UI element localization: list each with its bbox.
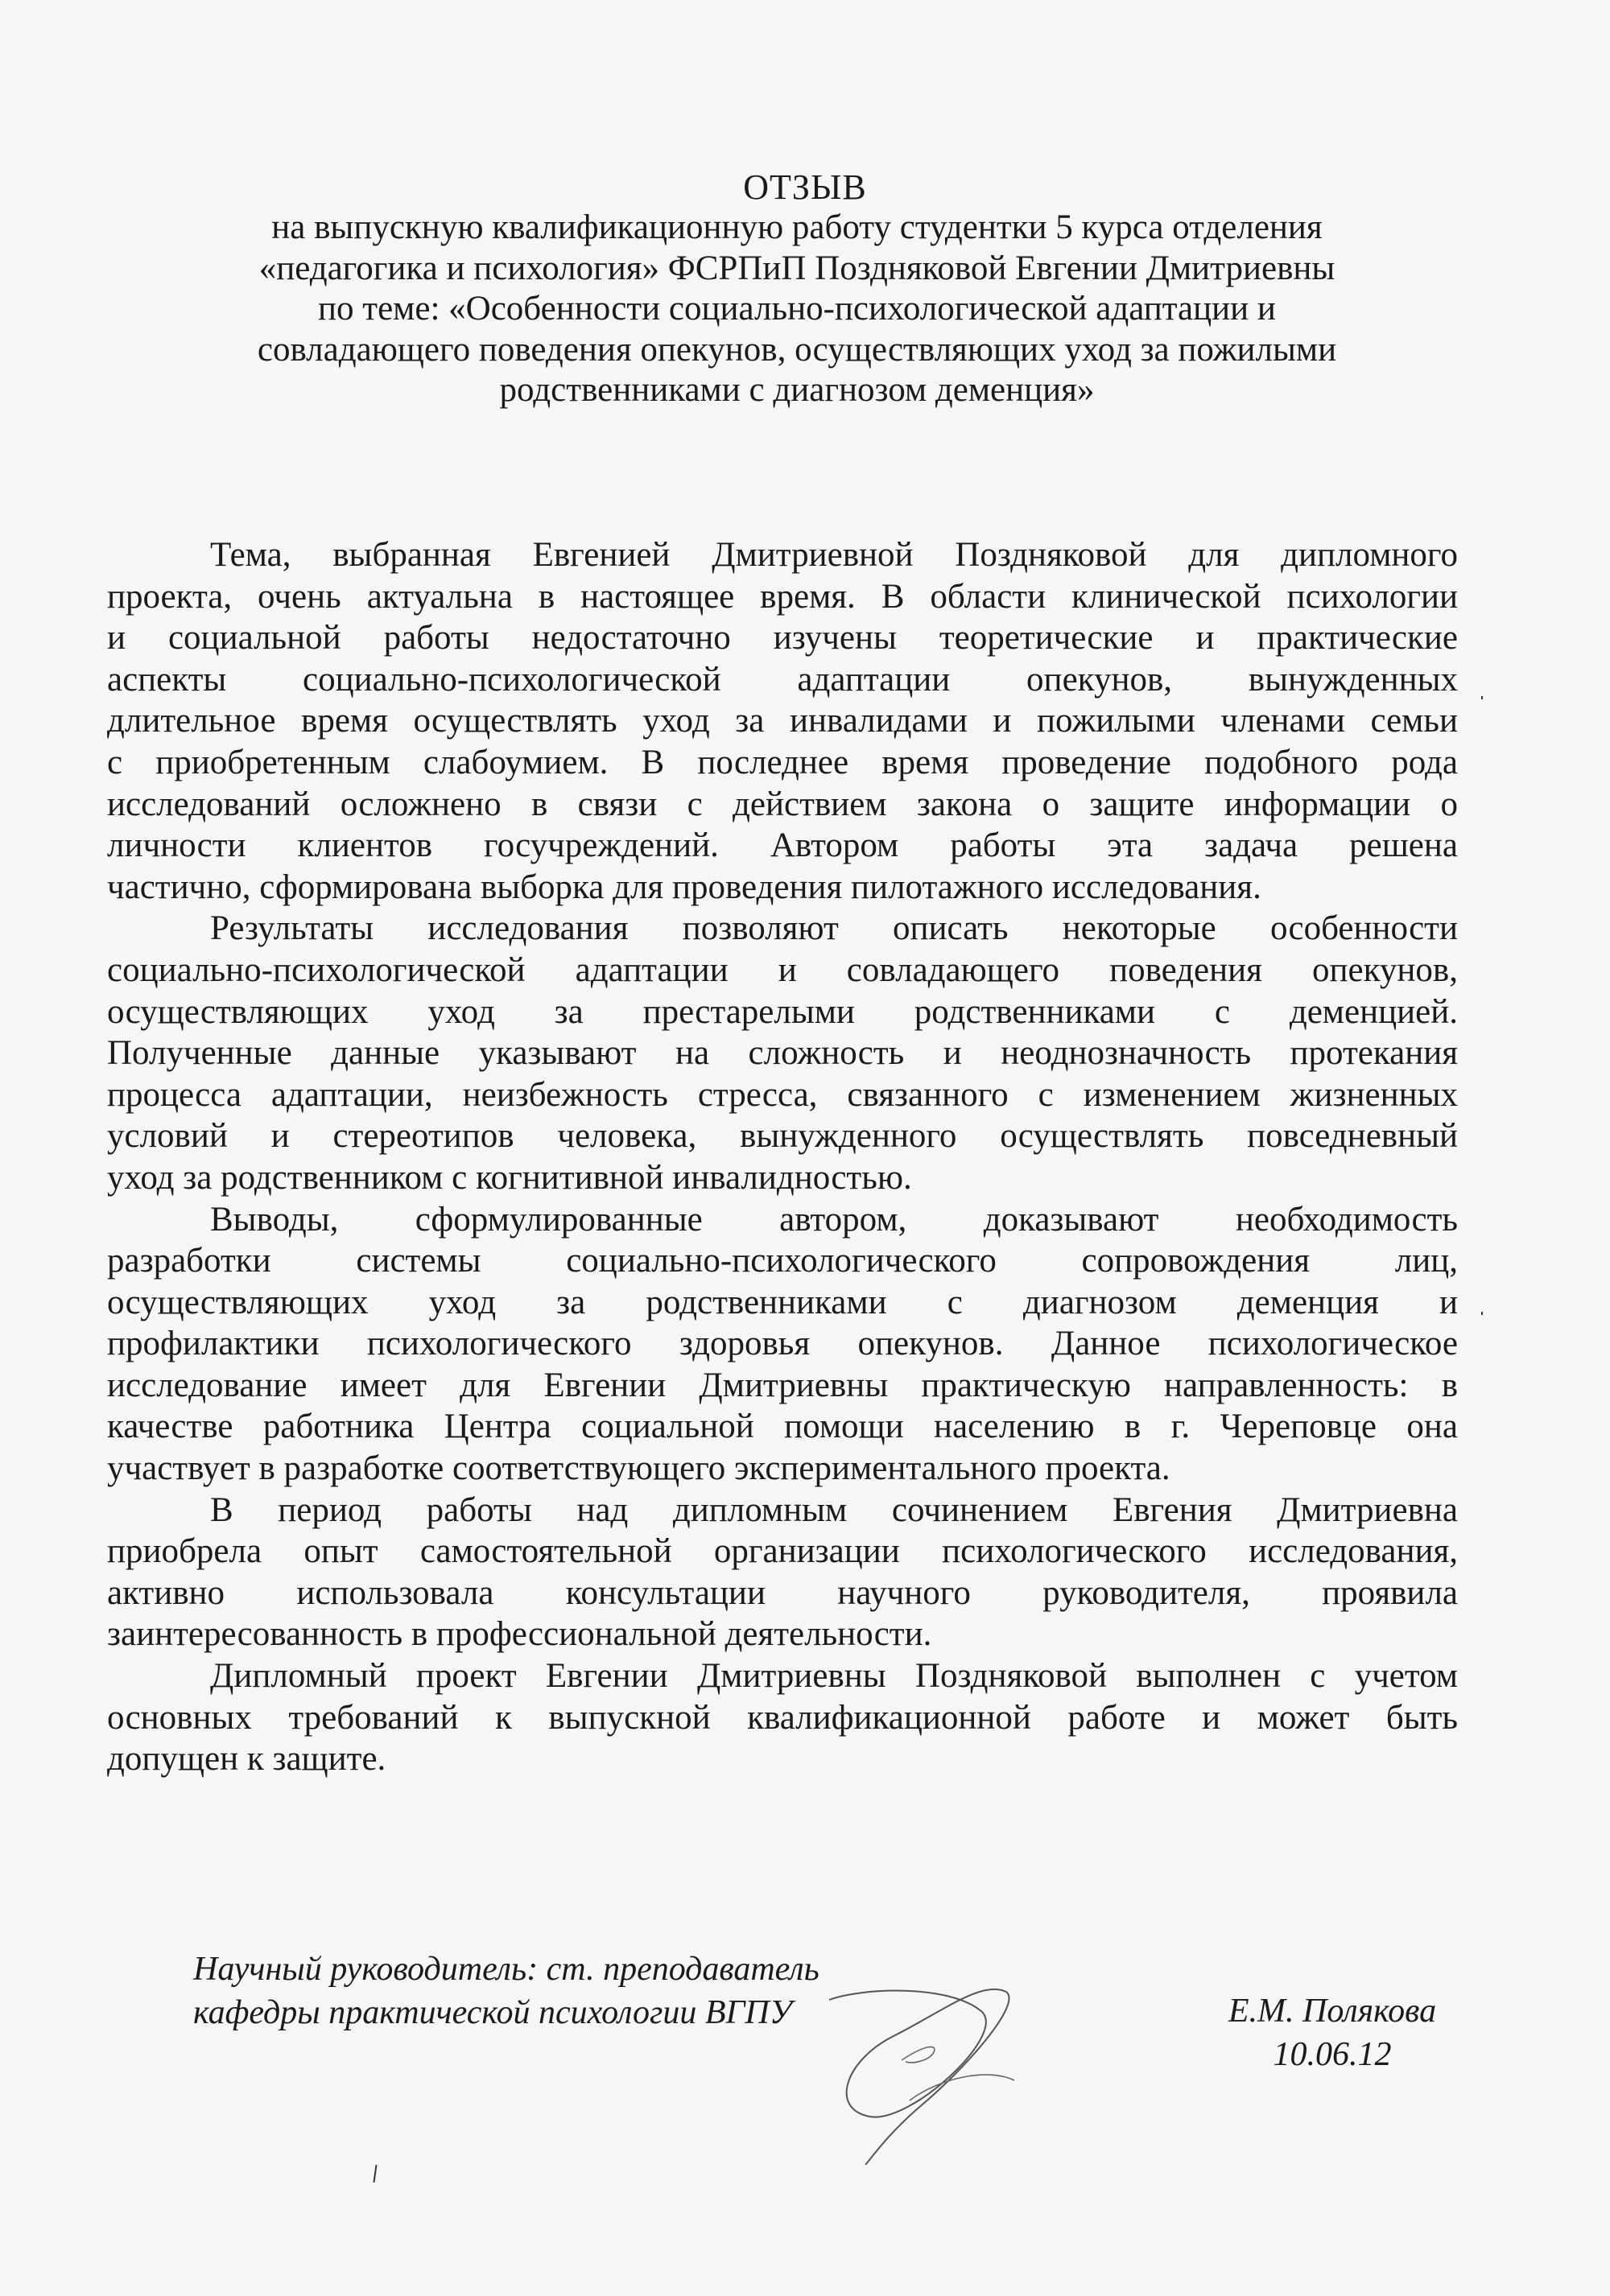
paragraph-line: Полученные данные указывают на сложность и неоднозначность протекания <box>107 1034 1458 1073</box>
paragraph-line: заинтересованность в профессиональной деятельности. <box>107 1615 932 1654</box>
paragraph-line: с приобретенным слабоумием. В последнее время проведение подобного рода <box>107 743 1458 781</box>
subtitle-line: «педагогика и психология» ФСРПиП Поздняковой Евгении Дмитриевны <box>258 249 1335 287</box>
document-subtitle <box>161 208 1433 411</box>
paragraph-line: Дипломный проект Евгении Дмитриевны Поздняковой выполнен с учетом <box>210 1657 1458 1696</box>
signoff-date: 10.06.12 <box>1273 2036 1392 2073</box>
paragraph-line: уход за родственником с когнитивной инвалидностью. <box>107 1158 912 1197</box>
subtitle-line: по теме: «Особенности социально-психологической адаптации и <box>318 290 1276 328</box>
paragraph-line: профилактики психологического здоровья опекунов. Данное психологическое <box>107 1325 1458 1363</box>
handwritten-signature <box>813 1988 1119 2165</box>
paragraph-line: длительное время осуществлять уход за инвалидами и пожилыми членами семьи <box>107 702 1458 740</box>
subtitle-line: родственниками с диагнозом деменция» <box>499 371 1095 409</box>
paragraph-line: Выводы, сформулированные автором, доказывают необходимость <box>210 1200 1458 1239</box>
paragraph-line: личности клиентов госучреждений. Автором работы эта задача решена <box>107 826 1458 865</box>
supervisor-signoff <box>1203 1989 1461 2076</box>
paragraph-line: допущен к защите. <box>107 1740 386 1779</box>
paragraph-line: участвует в разработке соответствующего экспериментального проекта. <box>107 1449 1170 1488</box>
paragraph-line: осуществляющих уход за родственниками с диагнозом деменция и <box>107 1283 1458 1321</box>
paragraph-line: осуществляющих уход за престарелыми родственниками с деменцией. <box>107 992 1458 1031</box>
paragraph-line: аспекты социально-психологической адаптации опекунов, вынужденных <box>107 660 1458 699</box>
paragraph-line: проекта, очень актуальна в настоящее время. В области клинической психологии <box>107 577 1458 616</box>
paragraph <box>107 1490 1458 1655</box>
paragraph-line: исследование имеет для Евгении Дмитриевны практическую направленность: в <box>107 1366 1458 1404</box>
paragraph-line: и социальной работы недостаточно изучены теоретические и практические <box>107 619 1458 657</box>
paragraph-line: основных требований к выпускной квалификационной работе и может быть <box>107 1698 1458 1737</box>
subtitle-line: на выпускную квалификационную работу студентки 5 курса отделения <box>271 208 1323 246</box>
paragraph <box>107 1655 1458 1780</box>
paragraph-line: активно использовала консультации научного руководителя, проявила <box>107 1573 1458 1612</box>
paragraph-line: социально-психологической адаптации и совладающего поведения опекунов, <box>107 950 1458 989</box>
paragraph-line: условий и стереотипов человека, вынужденного осуществлять повседневный <box>107 1117 1458 1156</box>
paragraph-line: Результаты исследования позволяют описать некоторые особенности <box>210 909 1458 948</box>
paragraph <box>107 534 1458 908</box>
paragraph-line: частично, сформирована выборка для проведения пилотажного исследования. <box>107 868 1261 906</box>
paragraph-line: В период работы над дипломным сочинением Евгения Дмитриевна <box>210 1490 1458 1529</box>
document-title: ОТЗЫВ <box>743 167 867 207</box>
paragraph-line: исследований осложнено в связи с действием закона о защите информации о <box>107 785 1458 823</box>
paragraph <box>107 908 1458 1198</box>
document-body <box>107 534 1458 1780</box>
scan-speck <box>373 2165 377 2183</box>
paragraph-line: разработки системы социально-психологического сопровождения лиц, <box>107 1242 1458 1280</box>
paragraph-line: Тема, выбранная Евгенией Дмитриевной Поздняковой для дипломного <box>210 536 1458 574</box>
subtitle-line: совладающего поведения опекунов, осуществляющих уход за пожилыми <box>257 330 1337 369</box>
scan-speck <box>1481 696 1483 699</box>
scan-speck <box>1481 1312 1483 1315</box>
paragraph-line: качестве работника Центра социальной помощи населению в г. Череповце она <box>107 1408 1458 1446</box>
paragraph-line: процесса адаптации, неизбежность стресса, связанного с изменением жизненных <box>107 1075 1458 1114</box>
paragraph <box>107 1199 1458 1490</box>
supervisor-position-line: кафедры практической психологии ВГПУ <box>193 1994 792 2031</box>
paragraph-line: приобрела опыт самостоятельной организации психологического исследования, <box>107 1532 1458 1571</box>
supervisor-position <box>193 1948 819 2034</box>
supervisor-position-line: Научный руководитель: ст. преподаватель <box>193 1951 819 1988</box>
supervisor-name: Е.М. Полякова <box>1228 1993 1437 2030</box>
